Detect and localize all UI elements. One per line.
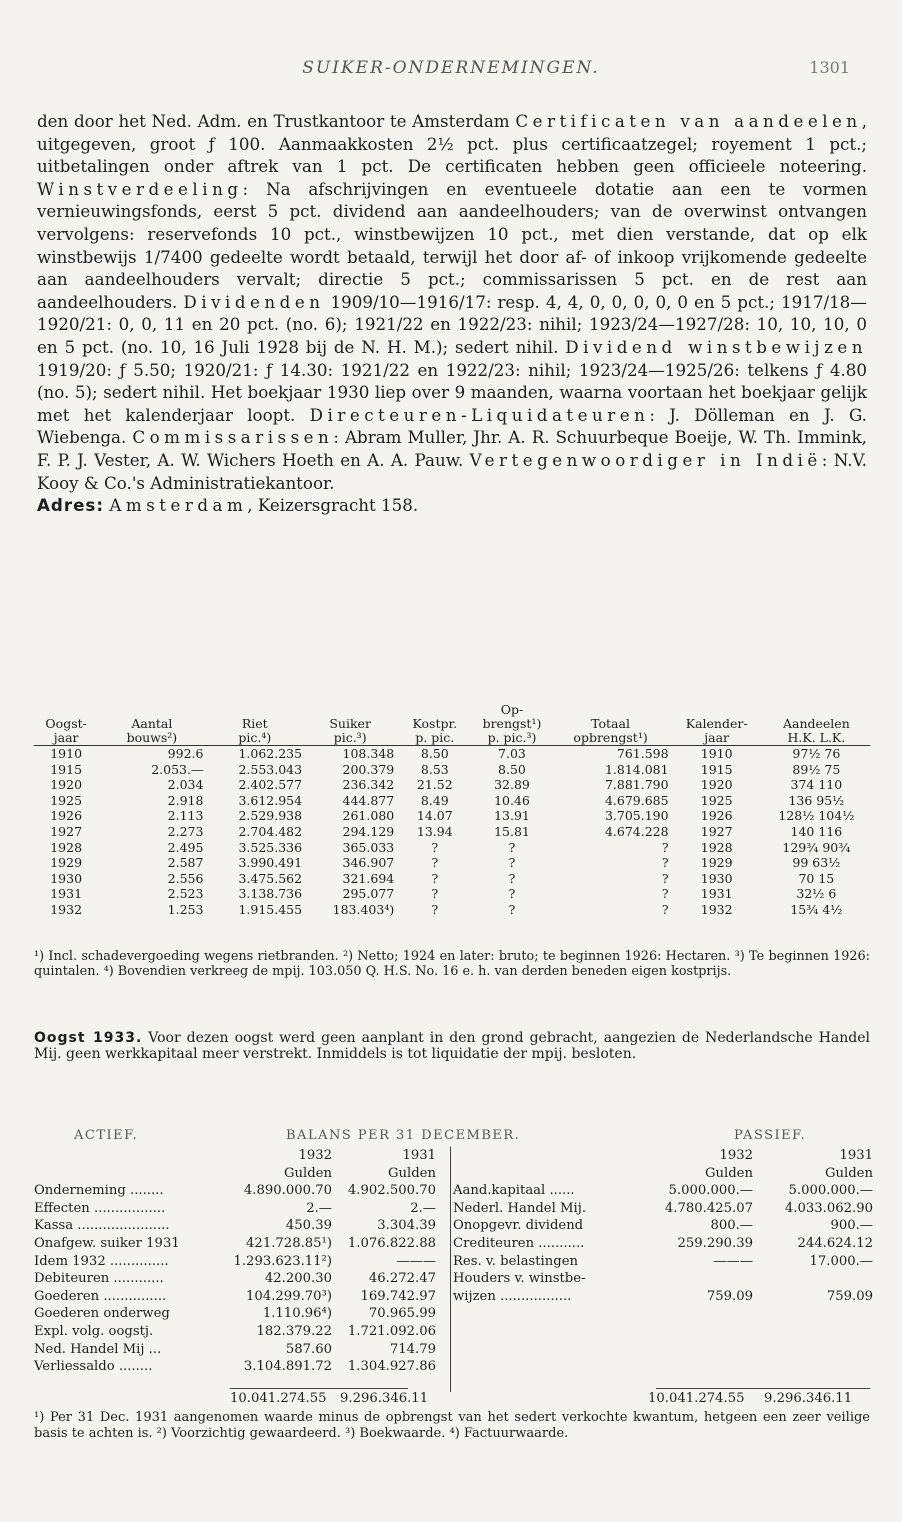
table-cell: 1927 xyxy=(50,823,83,839)
column-header-line: p. pic. xyxy=(415,730,455,745)
address-line xyxy=(37,494,867,517)
table-cell: 8.53 xyxy=(420,761,449,777)
table-cell: 444.877 xyxy=(342,792,395,808)
harvest-table-head xyxy=(34,703,870,746)
table-cell: ? xyxy=(661,870,669,886)
table-cell: 1910 xyxy=(50,746,83,761)
table-cell: 3.475.562 xyxy=(238,870,303,886)
balance-label: Debiteuren ............ xyxy=(34,1271,164,1287)
column-header-line: jaar xyxy=(704,730,730,745)
column-header-line: Aandeelen xyxy=(782,716,850,731)
table-row xyxy=(34,793,870,809)
table-row xyxy=(34,746,870,762)
table-cell: 8.50 xyxy=(420,746,449,761)
spaced-term: Certificaten van aandeelen xyxy=(515,111,862,131)
balance-v1931: 1.076.822.88 xyxy=(347,1235,436,1251)
table-row xyxy=(34,762,870,778)
table-cell: 1930 xyxy=(50,870,83,886)
table-cell: 1.253 xyxy=(167,901,204,917)
table-cell: 21.52 xyxy=(416,777,453,793)
text-run: 1919/20: ƒ 5.50; 1920/21: ƒ 14.30: 1921/22 en 1922/23: nihil; 1923/24—1925/26: telkens ƒ 4.80 (no. 5); sedert nihil. Het boekjaar 1930 liep over 9 maanden, waarna voortaan het boekjaar gelijk met het kalenderjaar loopt. xyxy=(37,359,867,425)
table-cell: 3.990.491 xyxy=(238,855,303,871)
table-cell: 200.379 xyxy=(342,761,395,777)
table-cell: 32½ 6 xyxy=(796,886,837,902)
text-run: 1909/10—1916/17: resp. 4, 4, 0, 0, 0, 0, 0 en 5 pct.; 1917/18—1920/21: 0, 0, 11 en 20 pct. (no. 6); 1921/22 en 1922/23: nihil; 1923/24—1927/28: 10, 10, 10, 0 en 5 pct. (no. 10, 16 Juli 1928 bij de N. H. M.); sedert nihil. xyxy=(37,291,867,357)
balance-v1931: 5.000.000.— xyxy=(788,1183,873,1199)
table-cell: 4.679.685 xyxy=(604,792,669,808)
table-cell: 8.50 xyxy=(498,761,526,777)
table-cell: 1927 xyxy=(700,823,733,839)
spaced-term: Directeuren-Liquidateuren xyxy=(309,404,650,425)
table-cell: 2.556 xyxy=(167,870,204,886)
description-paragraph xyxy=(37,110,867,494)
table-cell: 15¾ 4½ xyxy=(790,901,843,917)
table-cell: ? xyxy=(508,855,516,871)
balance-v1931: 244.624.12 xyxy=(797,1235,873,1251)
column-header xyxy=(34,703,98,746)
total-actief-1932: 10.041.274.55 xyxy=(230,1391,327,1406)
balance-unit: Gulden xyxy=(705,1165,753,1181)
balance-v1932: 4.890.000.70 xyxy=(243,1183,332,1199)
table-cell: 2.053.— xyxy=(151,761,204,777)
spaced-term: Commissarissen xyxy=(132,427,334,448)
table-cell: 1926 xyxy=(50,808,83,824)
text-run: den door het Ned. Adm. en Trustkantoor te Amsterdam xyxy=(37,111,516,131)
table-cell: 1932 xyxy=(50,901,83,917)
balance-v1931: 4.033.062.90 xyxy=(784,1200,873,1216)
column-header xyxy=(98,703,205,746)
text-run: : Na afschrijvingen en eventueele dotatie aan een te vormen vernieuwingsfonds, eerst 5 pct. dividend aan aandeelhouders; van de overwinst ontvangen vervolgens: reservefonds 10 pct., winstbewijzen 10 pct., met dien verstande, dat op elk winstbewijs 1/7400 gedeelte wordt betaald, terwijl het door af- of inkoop vrijkomende gedeelte aan aandeelhouders vervalt; directie 5 pct.; commissarissen 5 pct. en de rest aan aandeelhouders. xyxy=(37,178,867,312)
spaced-term: Dividenden xyxy=(183,291,325,312)
table-cell: 136 95½ xyxy=(788,792,845,808)
column-header xyxy=(304,703,396,746)
table-cell: 183.403⁴) xyxy=(332,901,395,917)
table-cell: 32.89 xyxy=(494,777,530,793)
table-cell: 97½ 76 xyxy=(792,746,841,761)
column-header xyxy=(205,703,304,746)
table-row xyxy=(34,902,870,918)
table-cell: 374 110 xyxy=(790,777,843,793)
table-cell: 2.523 xyxy=(167,886,204,902)
balance-label: wijzen ................. xyxy=(453,1288,572,1304)
table-cell: 108.348 xyxy=(342,746,395,761)
harvest-1933-text: Voor dezen oogst werd geen aanplant in den grond gebracht, aangezien de Nederlandsche Handel Mij. geen werkkapitaal meer verstrekt. Inmiddels is tot liquidatie der mpij. besloten. xyxy=(34,1030,870,1062)
table-cell: 2.495 xyxy=(167,839,204,855)
table-row xyxy=(34,808,870,824)
balance-year: 1932 xyxy=(298,1148,332,1163)
balance-footnotes xyxy=(34,1410,870,1441)
balance-v1932: 182.379.22 xyxy=(256,1323,332,1339)
balance-passief-title: PASSIEF. xyxy=(734,1128,807,1143)
text-run: : Abram Muller, Jhr. A. R. Schuurbeque Boeije, W. Th. Immink, F. P. J. Vester, A. W. Wichers Hoeth en A. A. Pauw. xyxy=(37,427,867,470)
table-cell: 3.705.190 xyxy=(604,808,669,824)
table-cell: 15.81 xyxy=(494,823,530,839)
balance-row xyxy=(453,1182,873,1200)
table-cell: 10.46 xyxy=(494,792,530,808)
balance-v1932: 759.09 xyxy=(706,1288,753,1304)
balance-row xyxy=(34,1358,444,1376)
balance-v1931: ——— xyxy=(396,1253,436,1269)
table-cell: 89½ 75 xyxy=(792,761,841,777)
balance-label: Nederl. Handel Mij. xyxy=(453,1200,587,1216)
table-cell: 2.704.482 xyxy=(238,823,303,839)
table-cell: 140 116 xyxy=(790,823,843,839)
text-run: : N.V. Kooy & Co.'s Administratiekantoor. xyxy=(37,449,867,493)
table-cell: 1932 xyxy=(700,901,733,917)
balance-label: Idem 1932 .............. xyxy=(34,1253,169,1269)
balance-v1932: 5.000.000.— xyxy=(668,1183,753,1199)
table-cell: 295.077 xyxy=(342,886,395,902)
column-header-line: pic.⁴) xyxy=(238,730,272,745)
balance-v1932: 421.728.85¹) xyxy=(246,1235,332,1251)
balance-row xyxy=(453,1270,873,1288)
balance-v1932: 259.290.39 xyxy=(677,1235,753,1251)
column-header-line: Aantal xyxy=(131,716,173,731)
actief-total-rule xyxy=(230,1388,408,1389)
table-cell: 2.113 xyxy=(167,808,204,824)
table-cell: 1.915.455 xyxy=(238,901,303,917)
balance-heading xyxy=(34,1128,870,1146)
balance-label: Onafgew. suiker 1931 xyxy=(34,1235,180,1251)
balance-label: Kassa ...................... xyxy=(34,1218,170,1234)
balance-v1932: 3.104.891.72 xyxy=(243,1359,332,1375)
balance-actief xyxy=(34,1147,444,1376)
table-cell: 1.062.235 xyxy=(238,746,303,761)
balance-v1932: 587.60 xyxy=(285,1341,332,1357)
balance-v1931: 900.— xyxy=(830,1218,873,1234)
column-header-line: opbrengst¹) xyxy=(573,730,648,745)
balance-label: Effecten ................. xyxy=(34,1200,166,1216)
balance-row xyxy=(34,1235,444,1253)
table-cell: 761.598 xyxy=(616,746,669,761)
balance-row xyxy=(453,1235,873,1253)
column-header-line: brengst¹) xyxy=(482,716,542,731)
harvest-1933-note xyxy=(34,1030,870,1062)
balance-v1932: 1.293.623.11²) xyxy=(233,1253,332,1269)
balance-label: Houders v. winstbe- xyxy=(453,1271,586,1287)
harvest-footnotes xyxy=(34,949,870,979)
column-header-line: Op- xyxy=(500,702,524,717)
balance-label: Goederen ............... xyxy=(34,1288,167,1304)
table-cell: 1931 xyxy=(700,886,733,902)
balance-row xyxy=(34,1305,444,1323)
balance-v1931: 169.742.97 xyxy=(360,1288,436,1304)
balance-row xyxy=(34,1323,444,1341)
column-header-line: Kalender- xyxy=(685,716,748,731)
table-row xyxy=(34,840,870,856)
total-passief-1931: 9.296.346.11 xyxy=(764,1391,853,1406)
table-cell: ? xyxy=(431,839,439,855)
table-cell: 1929 xyxy=(50,855,83,871)
table-cell: 1920 xyxy=(700,777,733,793)
table-cell: ? xyxy=(661,901,669,917)
table-cell: 1915 xyxy=(50,761,83,777)
table-cell: 2.273 xyxy=(167,823,204,839)
balance-row xyxy=(453,1253,873,1271)
table-cell: ? xyxy=(431,901,439,917)
spaced-term: Winstverdeeling xyxy=(37,178,243,199)
table-cell: 2.034 xyxy=(167,777,204,793)
balance-v1931: 46.272.47 xyxy=(368,1271,436,1287)
column-header xyxy=(396,703,473,746)
balance-label: Expl. volg. oogstj. xyxy=(34,1323,154,1339)
balance-row xyxy=(453,1217,873,1235)
table-cell: 2.402.577 xyxy=(238,777,303,793)
table-row xyxy=(34,824,870,840)
balance-label: Verliessaldo ........ xyxy=(34,1359,153,1375)
table-cell: 1931 xyxy=(50,886,83,902)
table-cell: ? xyxy=(508,901,516,917)
table-cell: ? xyxy=(431,886,439,902)
balance-v1931: 70.965.99 xyxy=(368,1306,436,1322)
table-cell: 2.918 xyxy=(167,792,204,808)
table-cell: 321.694 xyxy=(342,870,395,886)
address-street: , Keizersgracht 158. xyxy=(247,495,419,516)
balance-year-row xyxy=(34,1147,444,1165)
balance-year: 1931 xyxy=(839,1148,873,1163)
table-cell: 1925 xyxy=(50,792,83,808)
balance-row xyxy=(34,1182,444,1200)
table-cell: 1926 xyxy=(700,808,733,824)
balance-v1931: 1.721.092.06 xyxy=(347,1323,436,1339)
balance-row xyxy=(34,1217,444,1235)
table-cell: 13.94 xyxy=(416,823,453,839)
table-cell: 236.342 xyxy=(342,777,395,793)
table-cell: 1928 xyxy=(50,839,83,855)
balance-footnote-text: ¹) Per 31 Dec. 1931 aangenomen waarde minus de opbrengst van het sedert verkochte kwantum, hetgeen een zeer veilige basis te achten is. ²) Voorzichtig gewaardeerd. ³) Boekwaarde. ⁴) Factuurwaarde. xyxy=(34,1410,870,1441)
table-cell: 2.529.938 xyxy=(238,808,303,824)
table-cell: 129¾ 90¾ xyxy=(782,839,851,855)
total-passief-1932: 10.041.274.55 xyxy=(648,1391,745,1406)
table-cell: 1925 xyxy=(700,792,733,808)
balance-passief xyxy=(450,1147,873,1392)
column-header-line: Riet xyxy=(241,716,268,731)
balance-label: Aand.kapitaal ...... xyxy=(453,1183,575,1199)
balance-v1931: 3.304.39 xyxy=(377,1218,436,1234)
table-cell: ? xyxy=(661,839,669,855)
balance-row xyxy=(34,1200,444,1218)
balance-row xyxy=(34,1253,444,1271)
column-header-line: Suiker xyxy=(329,716,371,731)
table-cell: 99 63½ xyxy=(792,855,841,871)
balance-label: Onopgevr. dividend xyxy=(453,1218,584,1234)
table-cell: 3.525.336 xyxy=(238,839,303,855)
table-cell: 7.881.790 xyxy=(604,777,669,793)
table-cell: 1929 xyxy=(700,855,733,871)
balance-row xyxy=(453,1288,873,1306)
table-cell: 294.129 xyxy=(342,823,395,839)
table-cell: 8.49 xyxy=(420,792,449,808)
balance-v1932: 2.— xyxy=(306,1200,332,1216)
table-cell: ? xyxy=(431,855,439,871)
balance-year: 1931 xyxy=(402,1148,436,1163)
column-header xyxy=(551,703,671,746)
table-cell: ? xyxy=(508,886,516,902)
address-city: Amsterdam xyxy=(109,495,248,516)
address-label: Adres: xyxy=(37,495,105,516)
table-cell: 346.907 xyxy=(342,855,395,871)
balance-v1932: 800.— xyxy=(710,1218,753,1234)
column-header-line: jaar xyxy=(53,730,79,745)
column-header-line: H.K. L.K. xyxy=(787,730,846,745)
balance-v1931: 714.79 xyxy=(389,1341,436,1357)
text-run: : J. Dölleman en J. G. Wiebenga. xyxy=(37,404,867,448)
page-number: 1301 xyxy=(809,58,850,77)
balance-v1931: 17.000.— xyxy=(809,1253,873,1269)
passief-total-rule xyxy=(656,1388,870,1389)
table-cell: 13.91 xyxy=(494,808,530,824)
column-header-line: Totaal xyxy=(591,716,630,731)
balance-v1932: 4.780.425.07 xyxy=(664,1200,753,1216)
table-cell: 3.138.736 xyxy=(238,886,303,902)
table-cell: 1915 xyxy=(700,761,733,777)
column-header-line: Oogst- xyxy=(45,716,87,731)
table-cell: 3.612.954 xyxy=(238,792,303,808)
balance-label: Res. v. belastingen xyxy=(453,1253,578,1269)
table-cell: ? xyxy=(508,839,516,855)
column-header-line: pic.³) xyxy=(333,730,367,745)
balance-v1932: 1.110.96⁴) xyxy=(262,1306,332,1322)
column-header xyxy=(473,703,550,746)
balance-v1931: 759.09 xyxy=(826,1288,873,1304)
table-cell: 992.6 xyxy=(167,746,204,761)
page-header xyxy=(0,58,902,82)
balance-label: Crediteuren ........... xyxy=(453,1235,585,1251)
balance-title: BALANS PER 31 DECEMBER. xyxy=(286,1128,521,1143)
balance-v1932: 42.200.30 xyxy=(264,1271,332,1287)
harvest-footnote-text: ¹) Incl. schadevergoeding wegens rietbranden. ²) Netto; 1924 en later: bruto; te beginnen 1926: Hectaren. ³) Te beginnen 1926: quintalen. ⁴) Bovendien verkreeg de mpij. 103.050 Q. H.S. No. 16 e. h. van derden beneden eigen kostprijs. xyxy=(34,949,870,979)
balance-row xyxy=(453,1200,873,1218)
balance-year-row xyxy=(453,1147,873,1165)
table-cell: 1910 xyxy=(700,746,733,761)
table-cell: ? xyxy=(431,870,439,886)
balance-unit: Gulden xyxy=(284,1165,332,1181)
table-cell: 128½ 104½ xyxy=(778,808,855,824)
spaced-term: Dividend winstbewijzen xyxy=(565,336,867,357)
table-cell: 2.587 xyxy=(167,855,204,871)
column-header-line: Kostpr. xyxy=(412,716,458,731)
total-actief-1931: 9.296.346.11 xyxy=(340,1391,429,1406)
balance-row xyxy=(34,1341,444,1359)
table-row xyxy=(34,871,870,887)
balance-v1932: 450.39 xyxy=(285,1218,332,1234)
harvest-table xyxy=(34,703,870,918)
balance-row xyxy=(34,1270,444,1288)
balance-v1932: ——— xyxy=(713,1253,753,1269)
balance-v1931: 2.— xyxy=(410,1200,436,1216)
table-row xyxy=(34,855,870,871)
table-cell: 70 15 xyxy=(798,870,835,886)
balance-row xyxy=(34,1288,444,1306)
table-cell: ? xyxy=(508,870,516,886)
table-cell: 261.080 xyxy=(342,808,395,824)
balance-label: Ned. Handel Mij ... xyxy=(34,1341,162,1357)
balance-unit: Gulden xyxy=(388,1165,436,1181)
table-cell: 1930 xyxy=(700,870,733,886)
running-title: SUIKER-ONDERNEMINGEN. xyxy=(302,58,600,78)
balance-label: Onderneming ........ xyxy=(34,1183,164,1199)
spaced-term: Vertegenwoordiger in Indië xyxy=(469,449,822,470)
column-header xyxy=(671,703,763,746)
balance-v1931: 4.902.500.70 xyxy=(347,1183,436,1199)
balance-v1931: 1.304.927.86 xyxy=(347,1359,436,1375)
table-cell: 1928 xyxy=(700,839,733,855)
harvest-1933-label: Oogst 1933. xyxy=(34,1030,143,1046)
balance-year: 1932 xyxy=(719,1148,753,1163)
table-row xyxy=(34,777,870,793)
company-description xyxy=(37,110,867,517)
table-cell: 365.033 xyxy=(342,839,395,855)
table-cell: 7.03 xyxy=(498,746,526,761)
column-header-line: p. pic.³) xyxy=(487,730,537,745)
balance-label: Goederen onderweg xyxy=(34,1306,170,1322)
table-cell: 1920 xyxy=(50,777,83,793)
balance-v1932: 104.299.70³) xyxy=(246,1288,332,1304)
table-cell: ? xyxy=(661,886,669,902)
column-header-line: bouws²) xyxy=(126,730,178,745)
column-header xyxy=(763,703,870,746)
balance-unit-row xyxy=(34,1165,444,1183)
balance-actief-title: ACTIEF. xyxy=(74,1128,139,1143)
text-run: , uitgegeven, groot ƒ 100. Aanmaakkosten 2½ pct. plus certificaatzegel; royement 1 pct.; uitbetalingen onder aftrek van 1 pct. De certificaten hebben geen officieele noteering. xyxy=(37,111,867,177)
table-cell: 2.553.043 xyxy=(238,761,303,777)
table-cell: 14.07 xyxy=(416,808,453,824)
balance-unit: Gulden xyxy=(825,1165,873,1181)
table-cell: 4.674.228 xyxy=(604,823,669,839)
table-row xyxy=(34,886,870,902)
harvest-table-body xyxy=(34,746,870,918)
table-cell: 1.814.081 xyxy=(604,761,669,777)
balance-unit-row xyxy=(453,1165,873,1183)
table-cell: ? xyxy=(661,855,669,871)
